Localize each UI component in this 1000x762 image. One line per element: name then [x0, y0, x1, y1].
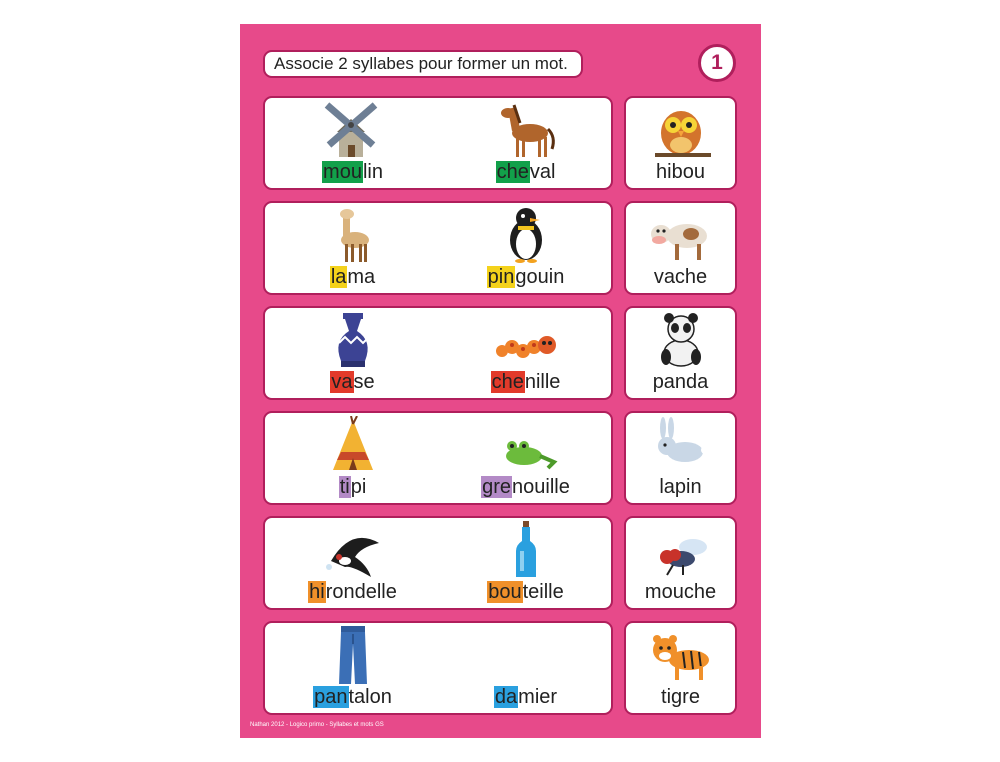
first-syllable: pin: [487, 266, 515, 288]
rest-syllables: ma: [347, 266, 376, 288]
worksheet-card: [240, 24, 761, 738]
trousers-icon: [321, 626, 385, 684]
word-label: [440, 160, 611, 184]
first-syllable: va: [331, 371, 353, 393]
first-syllable: che: [496, 161, 529, 183]
word-item: [265, 518, 440, 608]
word-label: lapin: [659, 476, 702, 498]
first-syllable: gre: [482, 476, 512, 498]
word-label: [265, 160, 440, 184]
word-label: [440, 475, 611, 499]
word-item: [265, 203, 440, 293]
first-syllable: ti: [339, 476, 350, 498]
footer-credit: Nathan 2012 - Logico primo - Syllabes et mots GS: [250, 722, 384, 728]
word-label: [440, 685, 611, 709]
rest-syllables: nouille: [512, 476, 570, 498]
bottle-icon: [494, 521, 558, 579]
word-item: [265, 98, 440, 188]
word-item: [626, 203, 735, 293]
word-label: tigre: [661, 686, 700, 708]
fly-icon: [649, 521, 713, 579]
first-syllable: da: [494, 686, 518, 708]
first-syllable: pan: [314, 686, 348, 708]
horse-icon: [494, 101, 558, 159]
frog-icon: [494, 416, 558, 474]
word-item: [440, 518, 611, 608]
rest-syllables: nille: [524, 371, 561, 393]
panda-icon: [649, 311, 713, 369]
first-syllable: hi: [309, 581, 325, 603]
word-item: [626, 308, 735, 398]
word-item: [440, 203, 611, 293]
word-label: vache: [653, 266, 708, 288]
word-pair-box: [263, 621, 613, 715]
word-label: [265, 370, 440, 394]
word-label: [265, 265, 440, 289]
swallow-icon: [321, 521, 385, 579]
word-pair-box: [263, 306, 613, 400]
word-label: panda: [652, 371, 709, 393]
cow-icon: [649, 206, 713, 264]
word-item: [265, 413, 440, 503]
word-item: [626, 98, 735, 188]
word-single-box: [624, 411, 737, 505]
rest-syllables: val: [529, 161, 556, 183]
word-item: [265, 623, 440, 713]
word-single-box: [624, 306, 737, 400]
word-label: [440, 370, 611, 394]
rest-syllables: pi: [350, 476, 367, 498]
rest-syllables: teille: [522, 581, 564, 603]
word-label: [440, 580, 611, 604]
rest-syllables: rondelle: [325, 581, 397, 603]
rest-syllables: talon: [348, 686, 392, 708]
word-single-box: [624, 621, 737, 715]
llama-icon: [321, 206, 385, 264]
word-label: mouche: [644, 581, 717, 603]
rest-syllables: mier: [518, 686, 558, 708]
first-syllable: la: [330, 266, 347, 288]
windmill-icon: [321, 101, 385, 159]
word-label: [265, 475, 440, 499]
rest-syllables: se: [353, 371, 375, 393]
word-pair-box: [263, 411, 613, 505]
word-label: [440, 265, 611, 289]
word-item: [440, 98, 611, 188]
word-item: [440, 308, 611, 398]
word-single-box: [624, 516, 737, 610]
word-pair-box: [263, 201, 613, 295]
word-pair-box: [263, 96, 613, 190]
word-item: [626, 518, 735, 608]
rest-syllables: gouin: [515, 266, 565, 288]
word-item: [626, 623, 735, 713]
word-item: [440, 413, 611, 503]
word-item: [440, 623, 611, 713]
owl-icon: [649, 101, 713, 159]
word-label: [265, 580, 440, 604]
first-syllable: che: [491, 371, 524, 393]
penguin-icon: [494, 206, 558, 264]
word-item: [626, 413, 735, 503]
first-syllable: mou: [323, 161, 362, 183]
word-single-box: [624, 201, 737, 295]
caterpillar-icon: [494, 311, 558, 369]
page-number-badge: 1: [698, 44, 736, 82]
word-label: [265, 685, 440, 709]
rest-syllables: lin: [362, 161, 383, 183]
instruction-title: Associe 2 syllabes pour former un mot.: [263, 50, 583, 78]
tiger-icon: [649, 626, 713, 684]
word-single-box: [624, 96, 737, 190]
vase-icon: [321, 311, 385, 369]
word-item: [265, 308, 440, 398]
rabbit-icon: [649, 416, 713, 474]
word-label: hibou: [656, 161, 705, 183]
first-syllable: bou: [488, 581, 522, 603]
tipi-icon: [321, 416, 385, 474]
word-pair-box: [263, 516, 613, 610]
